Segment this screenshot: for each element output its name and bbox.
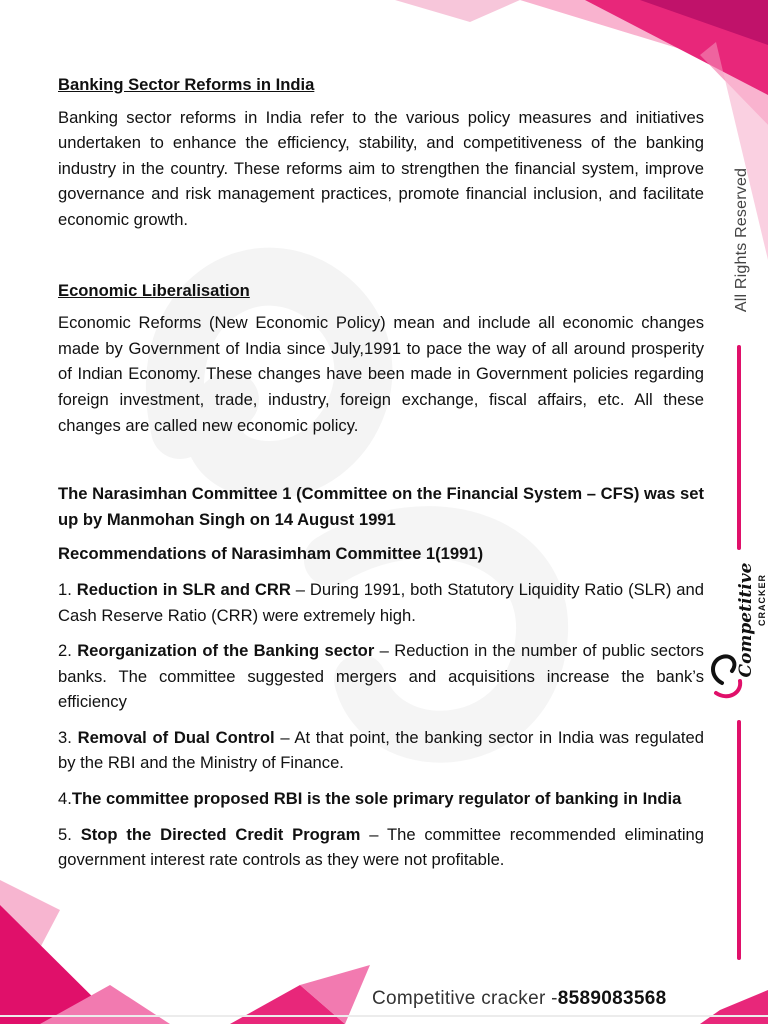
item-number: 3. bbox=[58, 727, 72, 747]
item-title: Reorganization of the Banking sector bbox=[77, 641, 375, 661]
all-rights-reserved-label: All Rights Reserved bbox=[733, 167, 750, 313]
item-text: – During 1991, both Statutory Liquidity Ratio (SLR) and Cash Reserve Ratio (CRR) were extremely high. bbox=[58, 579, 704, 625]
recommendation-item-2 bbox=[58, 638, 704, 715]
document-body bbox=[58, 72, 704, 873]
footer-contact bbox=[372, 988, 666, 1010]
banking-reforms-paragraph: Banking sector reforms in India refer to the various policy measures and initiatives undertaken to enhance the efficiency, stability, and competitiveness of the banking industry in the country. These reforms aim to strengthen the financial system, improve governance and risk management practices, promote financial inclusion, and facilitate economic growth. bbox=[58, 107, 704, 229]
item-number: 5. bbox=[58, 824, 72, 844]
recommendation-item-1 bbox=[58, 577, 704, 628]
recommendation-item-4 bbox=[58, 786, 704, 812]
economic-liberalisation-paragraph: Economic Reforms (New Economic Policy) mean and include all economic changes made by Government of India since July,1991 to pace the way of all around prosperity of Indian Economy. These changes have been made in Government policies regarding foreign investment, trade, industry, foreign exchange, fiscal affairs, etc. All these changes are called new economic policy. bbox=[58, 313, 704, 435]
logo-small-text: CRACKER bbox=[757, 574, 767, 626]
item-number: 4. bbox=[58, 789, 72, 809]
item-text: – Reduction in the number of public sectors banks. The committee suggested mergers and acquisitions increase the bank’s efficiency bbox=[58, 641, 704, 712]
item-text: – The committee recommended eliminating government interest rate controls as they were not profitable. bbox=[58, 824, 704, 870]
sidebar-accent-bar-bottom bbox=[737, 720, 741, 960]
item-title: Stop the Directed Credit Program bbox=[80, 824, 361, 844]
item-title: Reduction in SLR and CRR bbox=[76, 579, 291, 599]
item-title: Removal of Dual Control bbox=[77, 727, 275, 747]
economic-liberalisation-heading: Economic Liberalisation bbox=[58, 280, 250, 300]
sidebar-accent-bar-top bbox=[737, 345, 741, 550]
item-text: – At that point, the banking sector in India was regulated by the RBI and the Ministry of Finance. bbox=[58, 727, 704, 773]
recommendation-item-3 bbox=[58, 725, 704, 776]
recommendation-item-5 bbox=[58, 822, 704, 873]
footer-brand: Competitive cracker - bbox=[372, 988, 558, 1009]
item-title: The committee proposed RBI is the sole primary regulator of banking in India bbox=[71, 789, 682, 809]
banking-reforms-heading: Banking Sector Reforms in India bbox=[58, 75, 315, 94]
footer-phone: 8589083568 bbox=[557, 988, 667, 1009]
item-number: 1. bbox=[58, 579, 72, 599]
committee-statement: The Narasimhan Committee 1 (Committee on the Financial System – CFS) was set up by Manmohan Singh on 14 August 1991 bbox=[58, 484, 704, 529]
recommendations-title: Recommendations of Narasimham Committee 1(1991) bbox=[58, 544, 484, 564]
item-number: 2. bbox=[58, 641, 72, 661]
logo-script-text: Competitive bbox=[736, 562, 756, 678]
